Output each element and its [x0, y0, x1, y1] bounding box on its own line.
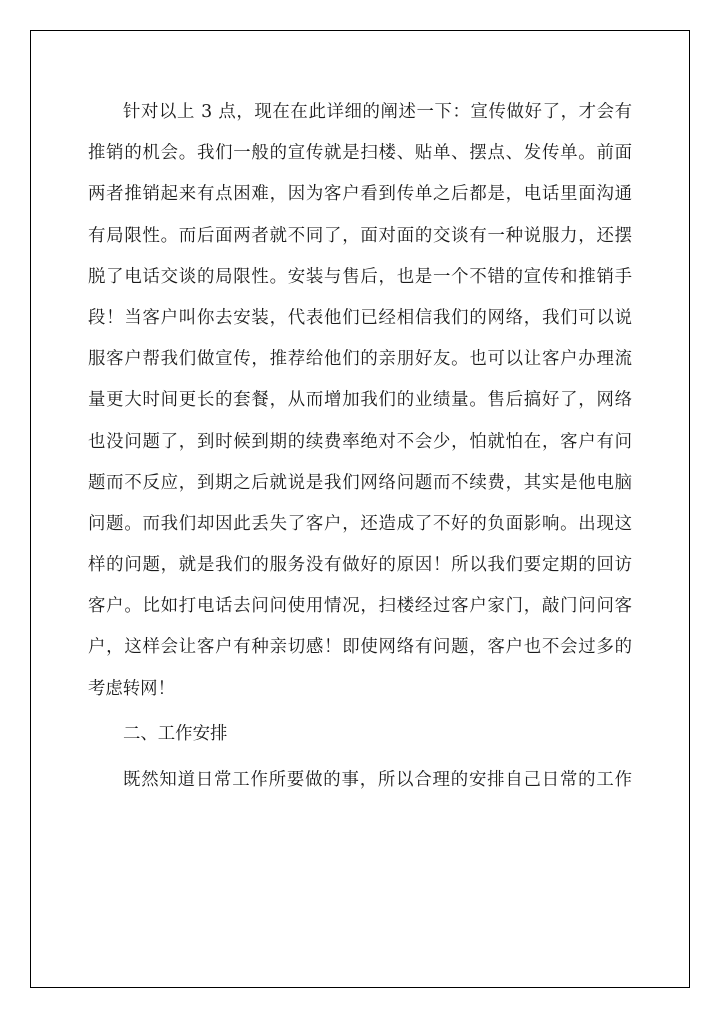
paragraph-line: 量更大时间更长的套餐，从而增加我们的业绩量。售后搞好了，网络 [88, 390, 632, 411]
paragraph-line: 针对以上 3 点，现在在此详细的阐述一下：宣传做好了，才会有 [123, 102, 632, 122]
body-text [88, 92, 632, 801]
paragraph-line: 两者推销起来有点困难，因为客户看到传单之后都是，电话里面沟通 [88, 184, 632, 205]
section-heading: 二、工作安排 [123, 723, 228, 744]
paragraph-line: 有局限性。而后面两者就不同了，面对面的交谈有一种说服力，还摆 [88, 225, 632, 246]
paragraph-line: 客户。比如打电话去问问使用情况，扫楼经过客户家门，敲门问问客 [88, 596, 632, 617]
paragraph-line: 服客户帮我们做宣传，推荐给他们的亲朋好友。也可以让客户办理流 [88, 349, 632, 370]
paragraph-line: 问题。而我们却因此丢失了客户，还造成了不好的负面影响。出现这 [88, 513, 632, 534]
paragraph-line: 段！当客户叫你去安装，代表他们已经相信我们的网络，我们可以说 [88, 307, 632, 328]
paragraph-line: 也没问题了，到时候到期的续费率绝对不会少，怕就怕在，客户有问 [88, 431, 632, 452]
paragraph-line: 脱了电话交谈的局限性。安装与售后，也是一个不错的宣传和推销手 [88, 266, 632, 287]
paragraph-line: 推销的机会。我们一般的宣传就是扫楼、贴单、摆点、发传单。前面 [88, 143, 632, 164]
paragraph-line: 户，这样会让客户有种亲切感！即使网络有问题，客户也不会过多的 [88, 637, 632, 658]
paragraph-line: 题而不反应，到期之后就说是我们网络问题而不续费，其实是他电脑 [88, 472, 632, 493]
paragraph-line: 样的问题，就是我们的服务没有做好的原因！所以我们要定期的回访 [88, 555, 632, 576]
paragraph-last-line: 考虑转网！ [88, 678, 175, 699]
paragraph-line: 既然知道日常工作所要做的事，所以合理的安排自己日常的工作 [123, 770, 632, 790]
